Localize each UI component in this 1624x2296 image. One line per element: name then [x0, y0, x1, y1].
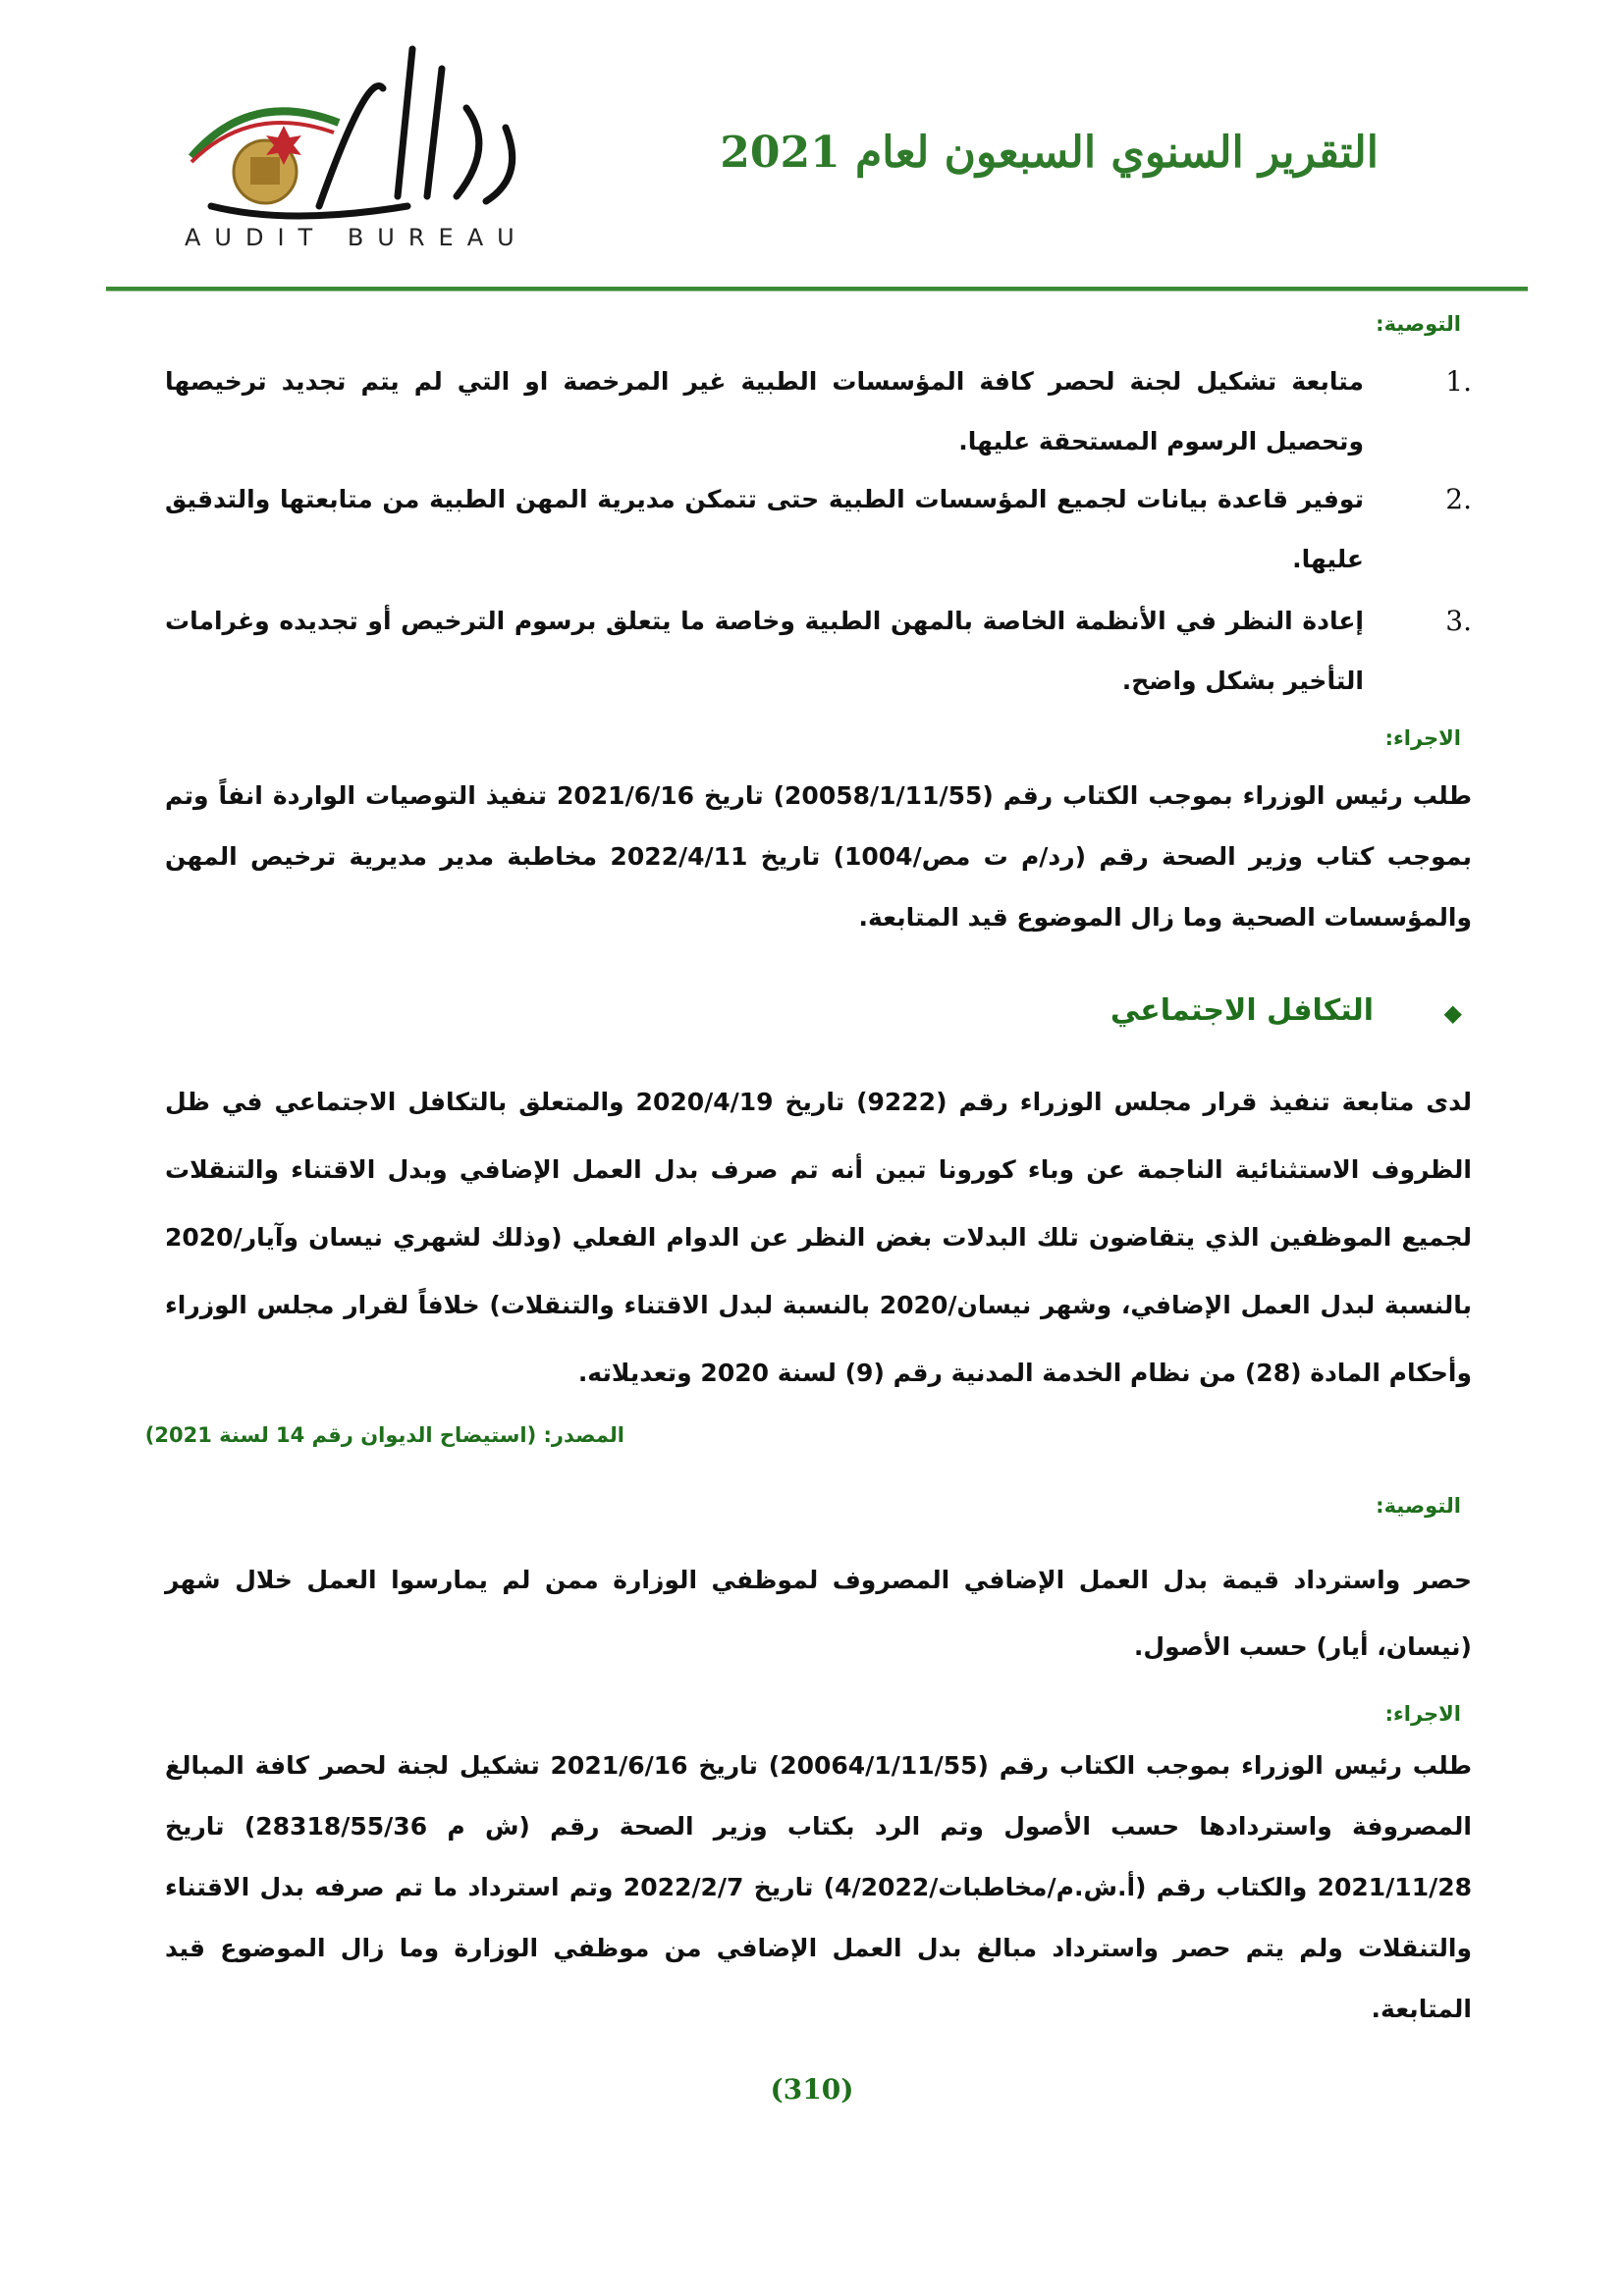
item-text: توفير قاعدة بيانات لجميع المؤسسات الطبية حتى تتمكن مديرية المهن الطبية من متابعتها والتدقيق عليها. [165, 485, 1364, 573]
item-number: .1 [1445, 365, 1472, 398]
recommendation-paragraph: حصر واسترداد قيمة بدل العمل الإضافي المصروف لموظفي الوزارة ممن لم يمارسوا العمل خلال شهر (نيسان، أيار) حسب الأصول. [165, 1566, 1472, 1661]
section-heading: التكافل الاجتماعي [1110, 993, 1374, 1028]
report-year: 2021 [720, 128, 840, 178]
audit-bureau-logo [172, 29, 555, 255]
source-note: المصدر: (استيضاح الديوان رقم 14 لسنة 2021) [144, 1423, 624, 1447]
recommendation-item [165, 591, 1472, 711]
header-divider [106, 287, 1528, 292]
action-label: الاجراء: [1384, 1702, 1461, 1726]
item-text: إعادة النظر في الأنظمة الخاصة بالمهن الطبية وخاصة ما يتعلق برسوم الترخيص أو تجديده وغرامات التأخير بشكل واضح. [165, 607, 1364, 695]
logo-caption: AUDIT BUREAU [185, 224, 528, 251]
item-text: متابعة تشكيل لجنة لحصر كافة المؤسسات الطبية غير المرخصة او التي لم يتم تجديد ترخيصها وتحصيل الرسوم المستحقة عليها. [165, 367, 1364, 455]
report-title [720, 128, 1379, 178]
action-paragraph: طلب رئيس الوزراء بموجب الكتاب رقم (20064/1/11/55) تاريخ 2021/6/16 تشكيل لجنة لحصر كافة المبالغ المصروفة واستردادها حسب الأصول وتم الرد بكتاب وزير الصحة رقم (ش م 28318/55/36) تاريخ 2021/11/28 والكتاب رقم (أ.ش.م/مخاطبات/4/2022) تاريخ 2022/2/7 وتم استرداد ما تم صرفه بدل الاقتناء والتنقلات ولم يتم حصر واسترداد مبالغ بدل العمل الإضافي من موظفي الوزارة وما زال الموضوع قيد المتابعة. [165, 1751, 1473, 2023]
recommendation-item [165, 469, 1472, 589]
page-number: (310) [770, 2073, 854, 2106]
recommendation-label: التوصية: [1376, 312, 1461, 336]
report-title-text: التقرير السنوي السبعون لعام [855, 128, 1379, 178]
diamond-bullet-icon: ◆ [1443, 999, 1462, 1027]
action-label: الاجراء: [1384, 726, 1461, 750]
recommendation-item [165, 351, 1472, 471]
action-paragraph: طلب رئيس الوزراء بموجب الكتاب رقم (20058/1/11/55) تاريخ 2021/6/16 تنفيذ التوصيات الواردة انفاً وتم بموجب كتاب وزير الصحة رقم (رد/م ت مص/1004) تاريخ 2022/4/11 مخاطبة مدير مديرية ترخيص المهن والمؤسسات الصحية وما زال الموضوع قيد المتابعة. [165, 781, 1472, 932]
item-number: .3 [1445, 605, 1472, 637]
finding-paragraph: لدى متابعة تنفيذ قرار مجلس الوزراء رقم (9222) تاريخ 2020/4/19 والمتعلق بالتكافل الاجتماعي في ظل الظروف الاستثنائية الناجمة عن وباء كورونا تبين أنه تم صرف بدل العمل الإضافي وبدل الاقتناء والتنقلات لجميع الموظفين الذي يتقاضون تلك البدلات بغض النظر عن الدوام الفعلي (وذلك لشهري نيسان وآيار/2020 بالنسبة لبدل العمل الإضافي، وشهر نيسان/2020 بالنسبة لبدل الاقتناء والتنقلات) خلافاً لقرار مجلس الوزراء وأحكام المادة (28) من نظام الخدمة المدنية رقم (9) لسنة 2020 وتعديلاته. [165, 1088, 1473, 1387]
item-number: .2 [1445, 483, 1472, 515]
recommendation-label: التوصية: [1376, 1494, 1461, 1518]
